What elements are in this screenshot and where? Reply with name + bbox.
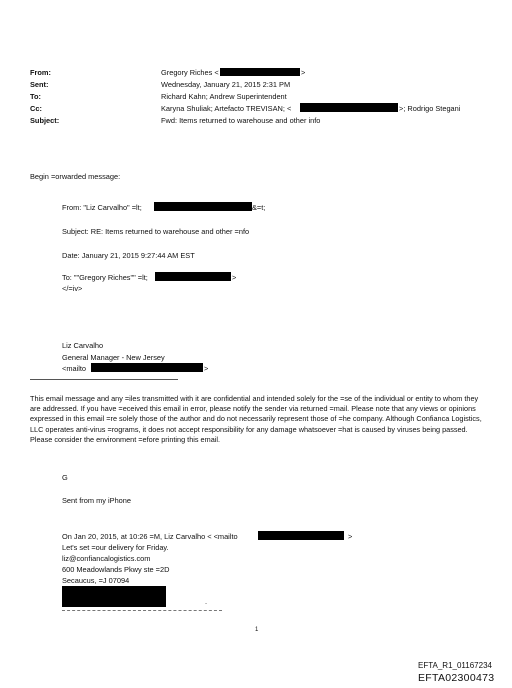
signature-name: Liz Carvalho <box>62 341 104 350</box>
redaction-block <box>300 103 398 112</box>
quote-header-tail: > <box>348 532 353 541</box>
efta-r1-id: EFTA_R1_01167234 <box>418 661 492 670</box>
quote-line: Let's set =our delivery for Friday. <box>62 543 169 552</box>
to-label: To: <box>30 92 41 101</box>
div-tag: </=iv> <box>62 284 83 293</box>
cc-label: Cc: <box>30 104 42 113</box>
quote-line: liz@confiancalogistics.com <box>62 554 151 563</box>
forwarded-to: To: ""Gregory Riches"" =lt; <box>62 273 148 282</box>
forwarded-to-tail: > <box>232 273 237 282</box>
sent-from-iphone: Sent from my iPhone <box>62 496 132 505</box>
redaction-block <box>91 363 203 372</box>
forwarded-from-tail: &=t; <box>252 203 266 212</box>
page-number: 1 <box>255 627 259 633</box>
redaction-block <box>154 202 252 211</box>
subject-label: Subject: <box>30 116 60 125</box>
to-value: Richard Kahn; Andrew Superintendent <box>161 92 287 101</box>
redaction-block <box>220 68 300 76</box>
signature-mailto: <mailto <box>62 364 87 373</box>
redaction-block <box>62 586 166 607</box>
subject-value: Fwd: Items returned to warehouse and other info <box>161 116 321 125</box>
confidentiality-disclaimer: This email message and any =iles transmitted with it are confidential and intended solely for the =se of the individual or entity to whom they are addressed. If you have =eceived this email in error, please notify the sender via returned =mail. Please note that any views or opinions expressed in this email =re solely those of the author and do not necessarily represent those of =he company. Although Confianca Logistics, LLC operates anti-virus =rograms, it does not accept responsibility for any damage whatsoever =hat is caused by viruses being passed. Please consider the environment =efore printing this email. <box>30 394 482 444</box>
quote-divider <box>62 610 222 611</box>
cc-value-tail: >; Rodrigo Stegani <box>399 104 461 113</box>
from-value-tail: > <box>301 68 306 77</box>
signature-title: General Manager - New Jersey <box>62 353 165 362</box>
quote-header: On Jan 20, 2015, at 10:26 =M, Liz Carvalho < <mailto <box>62 532 238 541</box>
from-label: From: <box>30 68 51 77</box>
sent-value: Wednesday, January 21, 2015 2:31 PM <box>161 80 291 89</box>
forwarded-from: From: "Liz Carvalho" =lt; <box>62 203 142 212</box>
quote-line: Secaucus, =J 07094 <box>62 576 130 585</box>
signature-divider <box>30 379 178 380</box>
forwarded-date: Date: January 21, 2015 9:27:44 AM EST <box>62 251 195 260</box>
begin-forwarded: Begin =orwarded message: <box>30 172 121 181</box>
trailing-dot: . <box>205 597 208 606</box>
efta-id: EFTA02300473 <box>418 672 495 684</box>
redaction-block <box>155 272 231 281</box>
g-line: G <box>62 473 68 482</box>
cc-value: Karyna Shuliak; Artefacto TREVISAN; < <box>161 104 292 113</box>
redaction-block <box>258 531 344 540</box>
sent-label: Sent: <box>30 80 49 89</box>
forwarded-subject: Subject: RE: Items returned to warehouse and other =nfo <box>62 227 250 236</box>
signature-mailto-tail: > <box>204 364 209 373</box>
from-value: Gregory Riches < <box>161 68 219 77</box>
quote-line: 600 Meadowlands Pkwy ste =2D <box>62 565 170 574</box>
